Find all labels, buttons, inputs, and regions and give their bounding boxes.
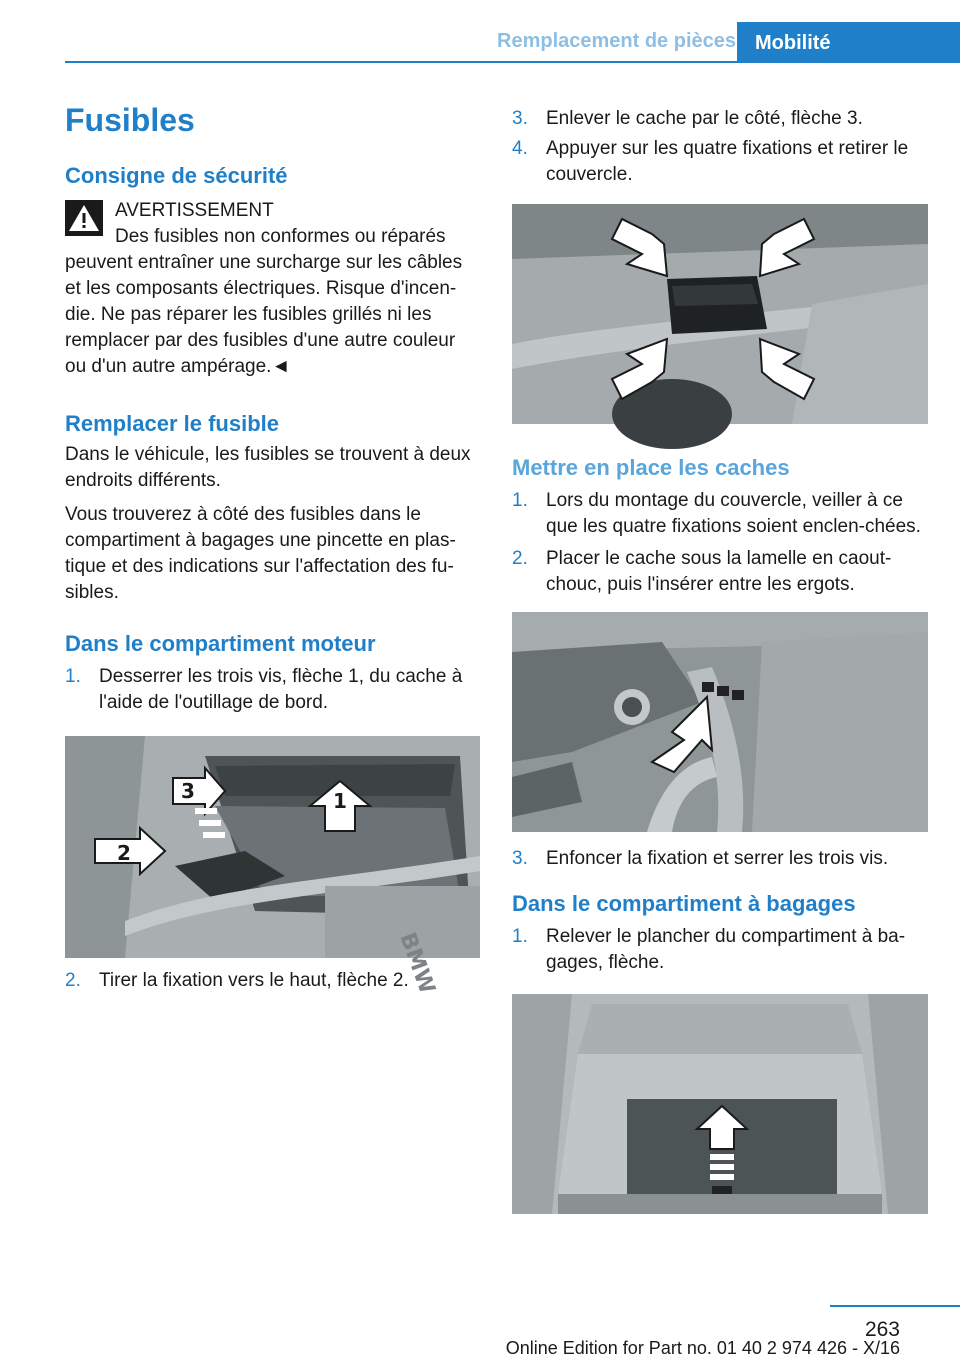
footer-rule [830, 1305, 960, 1307]
arrow-label-2: 2 [117, 841, 131, 865]
right-column [512, 106, 928, 1214]
safety-heading: Consigne de sécurité [65, 163, 288, 188]
cover-install-illustration [512, 612, 928, 832]
warning-block [65, 198, 480, 380]
list-item: 3. Enlever le cache par le côté, flèche 3. [512, 108, 863, 129]
warning-text-first: Des fusibles non conformes ou réparés [115, 226, 446, 247]
covers-steps-a [512, 488, 928, 598]
engine-brand-mark: BMW [394, 929, 440, 998]
list-item: 4. Appuyer sur les quatre fixations et retirer le couvercle. [512, 138, 909, 185]
replace-paragraph-1: Dans le véhicule, les fusibles se trouvent à deux endroits différents. [65, 444, 471, 491]
cover-install-photo [512, 612, 928, 832]
trunk-floor-illustration [512, 994, 928, 1214]
covers-steps-b [512, 846, 928, 872]
header-section-title: Remplacement de pièces [497, 30, 736, 52]
edition-footer: Online Edition for Part no. 01 40 2 974 426 - X/16 [505, 1338, 900, 1358]
engine-steps-c [512, 106, 928, 188]
list-item: 3. Enfoncer la fixation et serrer les trois vis. [512, 848, 889, 869]
warning-label: AVERTISSEMENT [115, 200, 274, 221]
page-title: Fusibles [65, 102, 195, 138]
warning-text-rest: peuvent entraîner une surcharge sur les câbles et les composants électriques. Risque d'incen-die. Ne pas réparer les fusibles grillés ni les remplacer par des fusibles d'une autre couleur ou d'un autre ampérage.◄ [65, 252, 463, 377]
list-item: 1. Desserrer les trois vis, flèche 1, du cache à l'aide de l'outillage de bord. [65, 666, 463, 713]
warning-icon [65, 200, 103, 236]
left-column [65, 100, 480, 998]
engine-heading: Dans le compartiment moteur [65, 631, 376, 656]
trunk-floor-photo [512, 994, 928, 1214]
engine-steps-a [65, 664, 480, 716]
covers-heading: Mettre en place les caches [512, 455, 790, 480]
fuse-cover-illustration [512, 204, 928, 424]
replace-heading: Remplacer le fusible [65, 411, 279, 436]
fuse-cover-photo [512, 204, 928, 424]
trunk-heading: Dans le compartiment à bagages [512, 891, 856, 916]
trunk-steps [512, 924, 928, 976]
replace-paragraph-2: Vous trouverez à côté des fusibles dans le compartiment à bagages une pincette en plas-tique et des indications sur l'affectation des fu-sibles. [65, 504, 456, 603]
list-item: 2. Tirer la fixation vers le haut, flèche 2. [65, 970, 409, 991]
header-chapter-tab: Mobilité [737, 22, 960, 62]
engine-steps-b [65, 968, 480, 994]
list-item: 1. Lors du montage du couvercle, veiller à ce que les quatre fixations soient enclen-chées. [512, 490, 921, 537]
list-item: 1. Relever le plancher du compartiment à ba-gages, flèche. [512, 926, 906, 973]
list-item: 2. Placer le cache sous la lamelle en caout-chouc, puis l'insérer entre les ergots. [512, 548, 892, 595]
arrow-label-1: 1 [333, 789, 347, 813]
page-number: 263 [864, 1318, 900, 1341]
warning-text [65, 224, 480, 380]
arrow-label-3: 3 [181, 779, 195, 803]
